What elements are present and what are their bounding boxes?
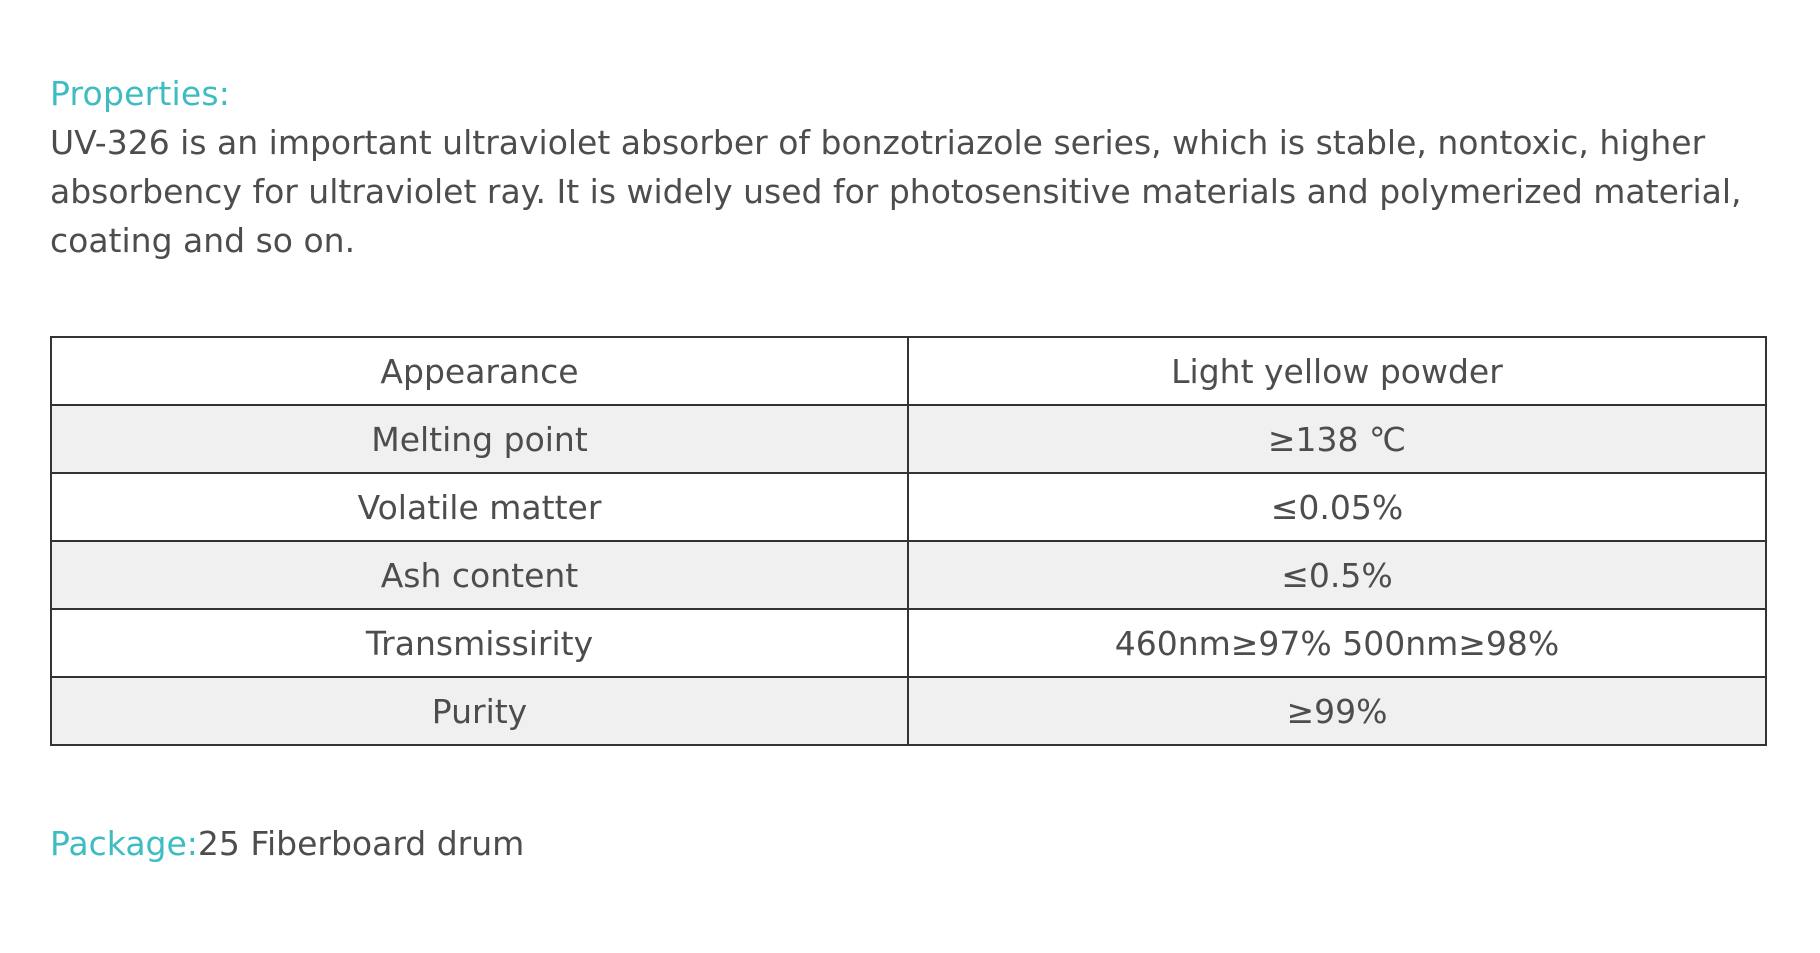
spec-value: 460nm≥97% 500nm≥98% [908, 609, 1766, 677]
spec-label: Appearance [51, 337, 908, 405]
spec-value: ≤0.5% [908, 541, 1766, 609]
properties-heading: Properties: [50, 74, 231, 113]
spec-label: Purity [51, 677, 908, 745]
properties-description: UV-326 is an important ultraviolet absorber of bonzotriazole series, which is stable, nontoxic, higher absorbency for ultraviolet ray. It is widely used for photosensitive materials and polymerized material, coating and so on. [50, 123, 1742, 260]
package-value: 25 Fiberboard drum [197, 824, 525, 863]
table-row [51, 541, 1766, 609]
spec-value: Light yellow powder [908, 337, 1766, 405]
spec-label: Ash content [51, 541, 908, 609]
spec-value: ≥99% [908, 677, 1766, 745]
specification-table [50, 336, 1767, 746]
package-line [50, 820, 524, 868]
package-label: Package: [50, 824, 198, 863]
spec-label: Melting point [51, 405, 908, 473]
table-row [51, 405, 1766, 473]
spec-value: ≥138 ℃ [908, 405, 1766, 473]
spec-value: ≤0.05% [908, 473, 1766, 541]
spec-label: Volatile matter [51, 473, 908, 541]
table-row [51, 337, 1766, 405]
spec-label: Transmissirity [51, 609, 908, 677]
table-row [51, 609, 1766, 677]
table-row [51, 473, 1766, 541]
table-row [51, 677, 1766, 745]
